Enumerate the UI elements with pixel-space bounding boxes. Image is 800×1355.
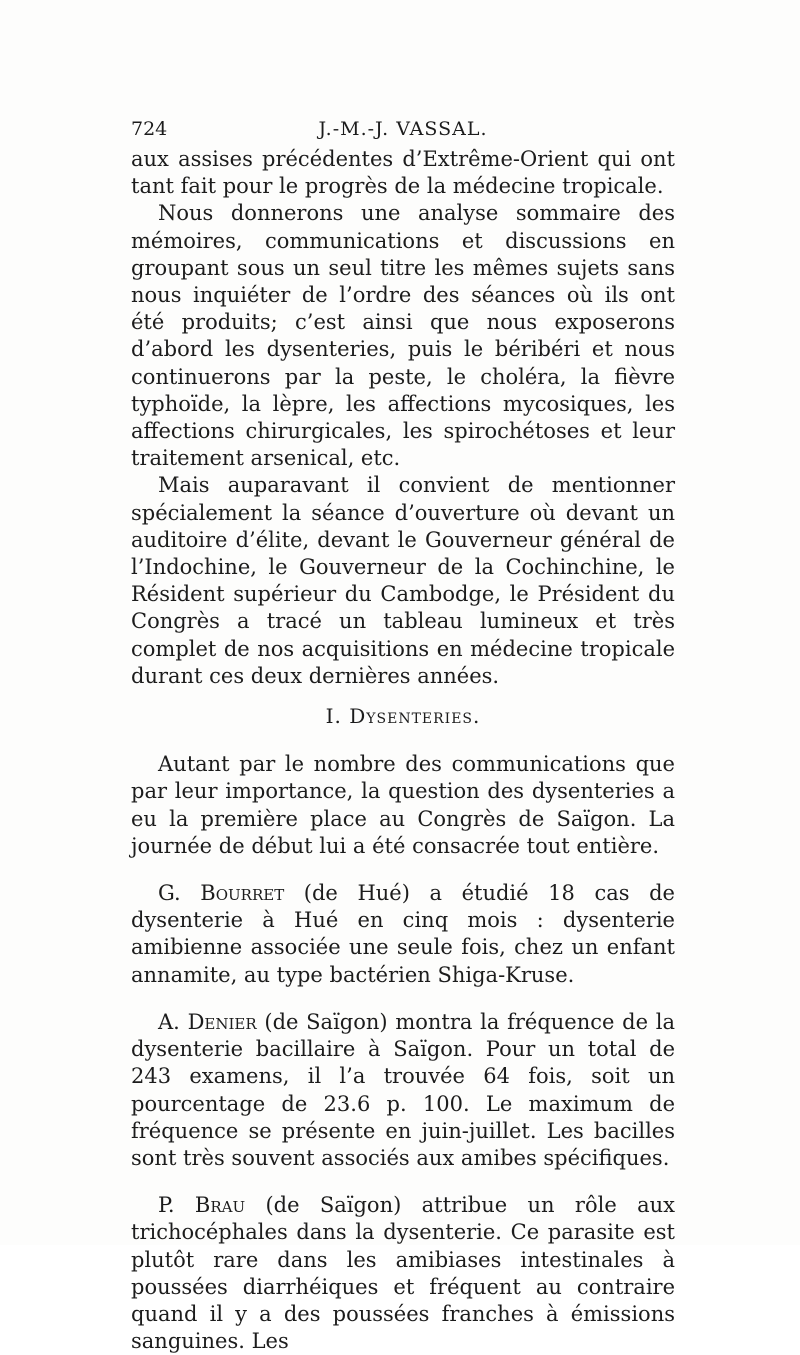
running-head: J.-M.-J. VASSAL. [318,118,488,140]
paragraph-analysis: Nous donnerons une analyse sommaire des mémoires, communications et discussions en groupant sous un seul titre les mêmes sujets sans nous inquiéter de l’ordre des séances où ils ont été produits; c’est ainsi que nous exposerons d’abord les dysenteries, puis le béribéri et nous continuerons par la peste, le choléra, la fièvre typhoïde, la lèpre, les affections mycosiques, les affections chirurgicales, les spirochétoses et leur traitement arsenical, etc. [131,201,675,471]
paragraph-text: (de Saïgon) attribue un rôle aux trichocéphales dans la dysenterie. Ce parasite est plutôt rare dans les amibiases intestinales à poussées diarrhéiques et fréquent au contraire quand il y a des poussées franches à émissions sanguines. Les [131,1193,675,1354]
page-number: 724 [131,118,168,140]
paragraph-bourret [131,880,675,989]
paragraph-text: (de Saïgon) montra la fréquence de la dysenterie bacillaire à Saïgon. Pour un total de 243 examens, il l’a trouvée 64 fois, soit un pourcentage de 23.6 p. 100. Le maximum de fréquence se présente en juin-juillet. Les bacilles sont très souvent associés aux amibes spécifiques. [131,1009,675,1170]
author-name: A. Denier [158,1009,257,1034]
paragraph-text: (de Hué) a étudié 18 cas de dysenterie à Hué en cinq mois : dysenterie amibienne associée une seule fois, chez un enfant annamite, au type bactérien Shiga-Kruse. [131,881,675,987]
paragraph-continuation: aux assises précédentes d’Extrême-Orient qui ont tant fait pour le progrès de la médecine tropicale. [131,147,675,199]
paragraph-dysenteries-intro: Autant par le nombre des communications que par leur importance, la question des dysenteries a eu la première place au Congrès de Saïgon. La journée de début lui a été consacrée tout entière. [131,752,675,858]
author-name: P. Brau [158,1193,246,1218]
author-name: G. Bourret [158,881,285,906]
paragraph-brau [131,1192,675,1355]
section-number: I. [325,704,342,729]
paragraph-opening-session: Mais auparavant il convient de mentionner spécialement la séance d’ouverture où devant un auditoire d’élite, devant le Gouverneur général de l’Indochine, le Gouverneur de la Cochinchine, le Résident supérieur du Cambodge, le Président du Congrès a tracé un tableau lumineux et très complet de nos acquisitions en médecine tropicale durant ces deux dernières années. [131,473,675,688]
body-text [131,146,675,1355]
paragraph-denier [131,1009,675,1172]
section-heading [131,703,675,730]
page-header [131,118,675,144]
section-title: Dysenteries. [349,704,481,729]
